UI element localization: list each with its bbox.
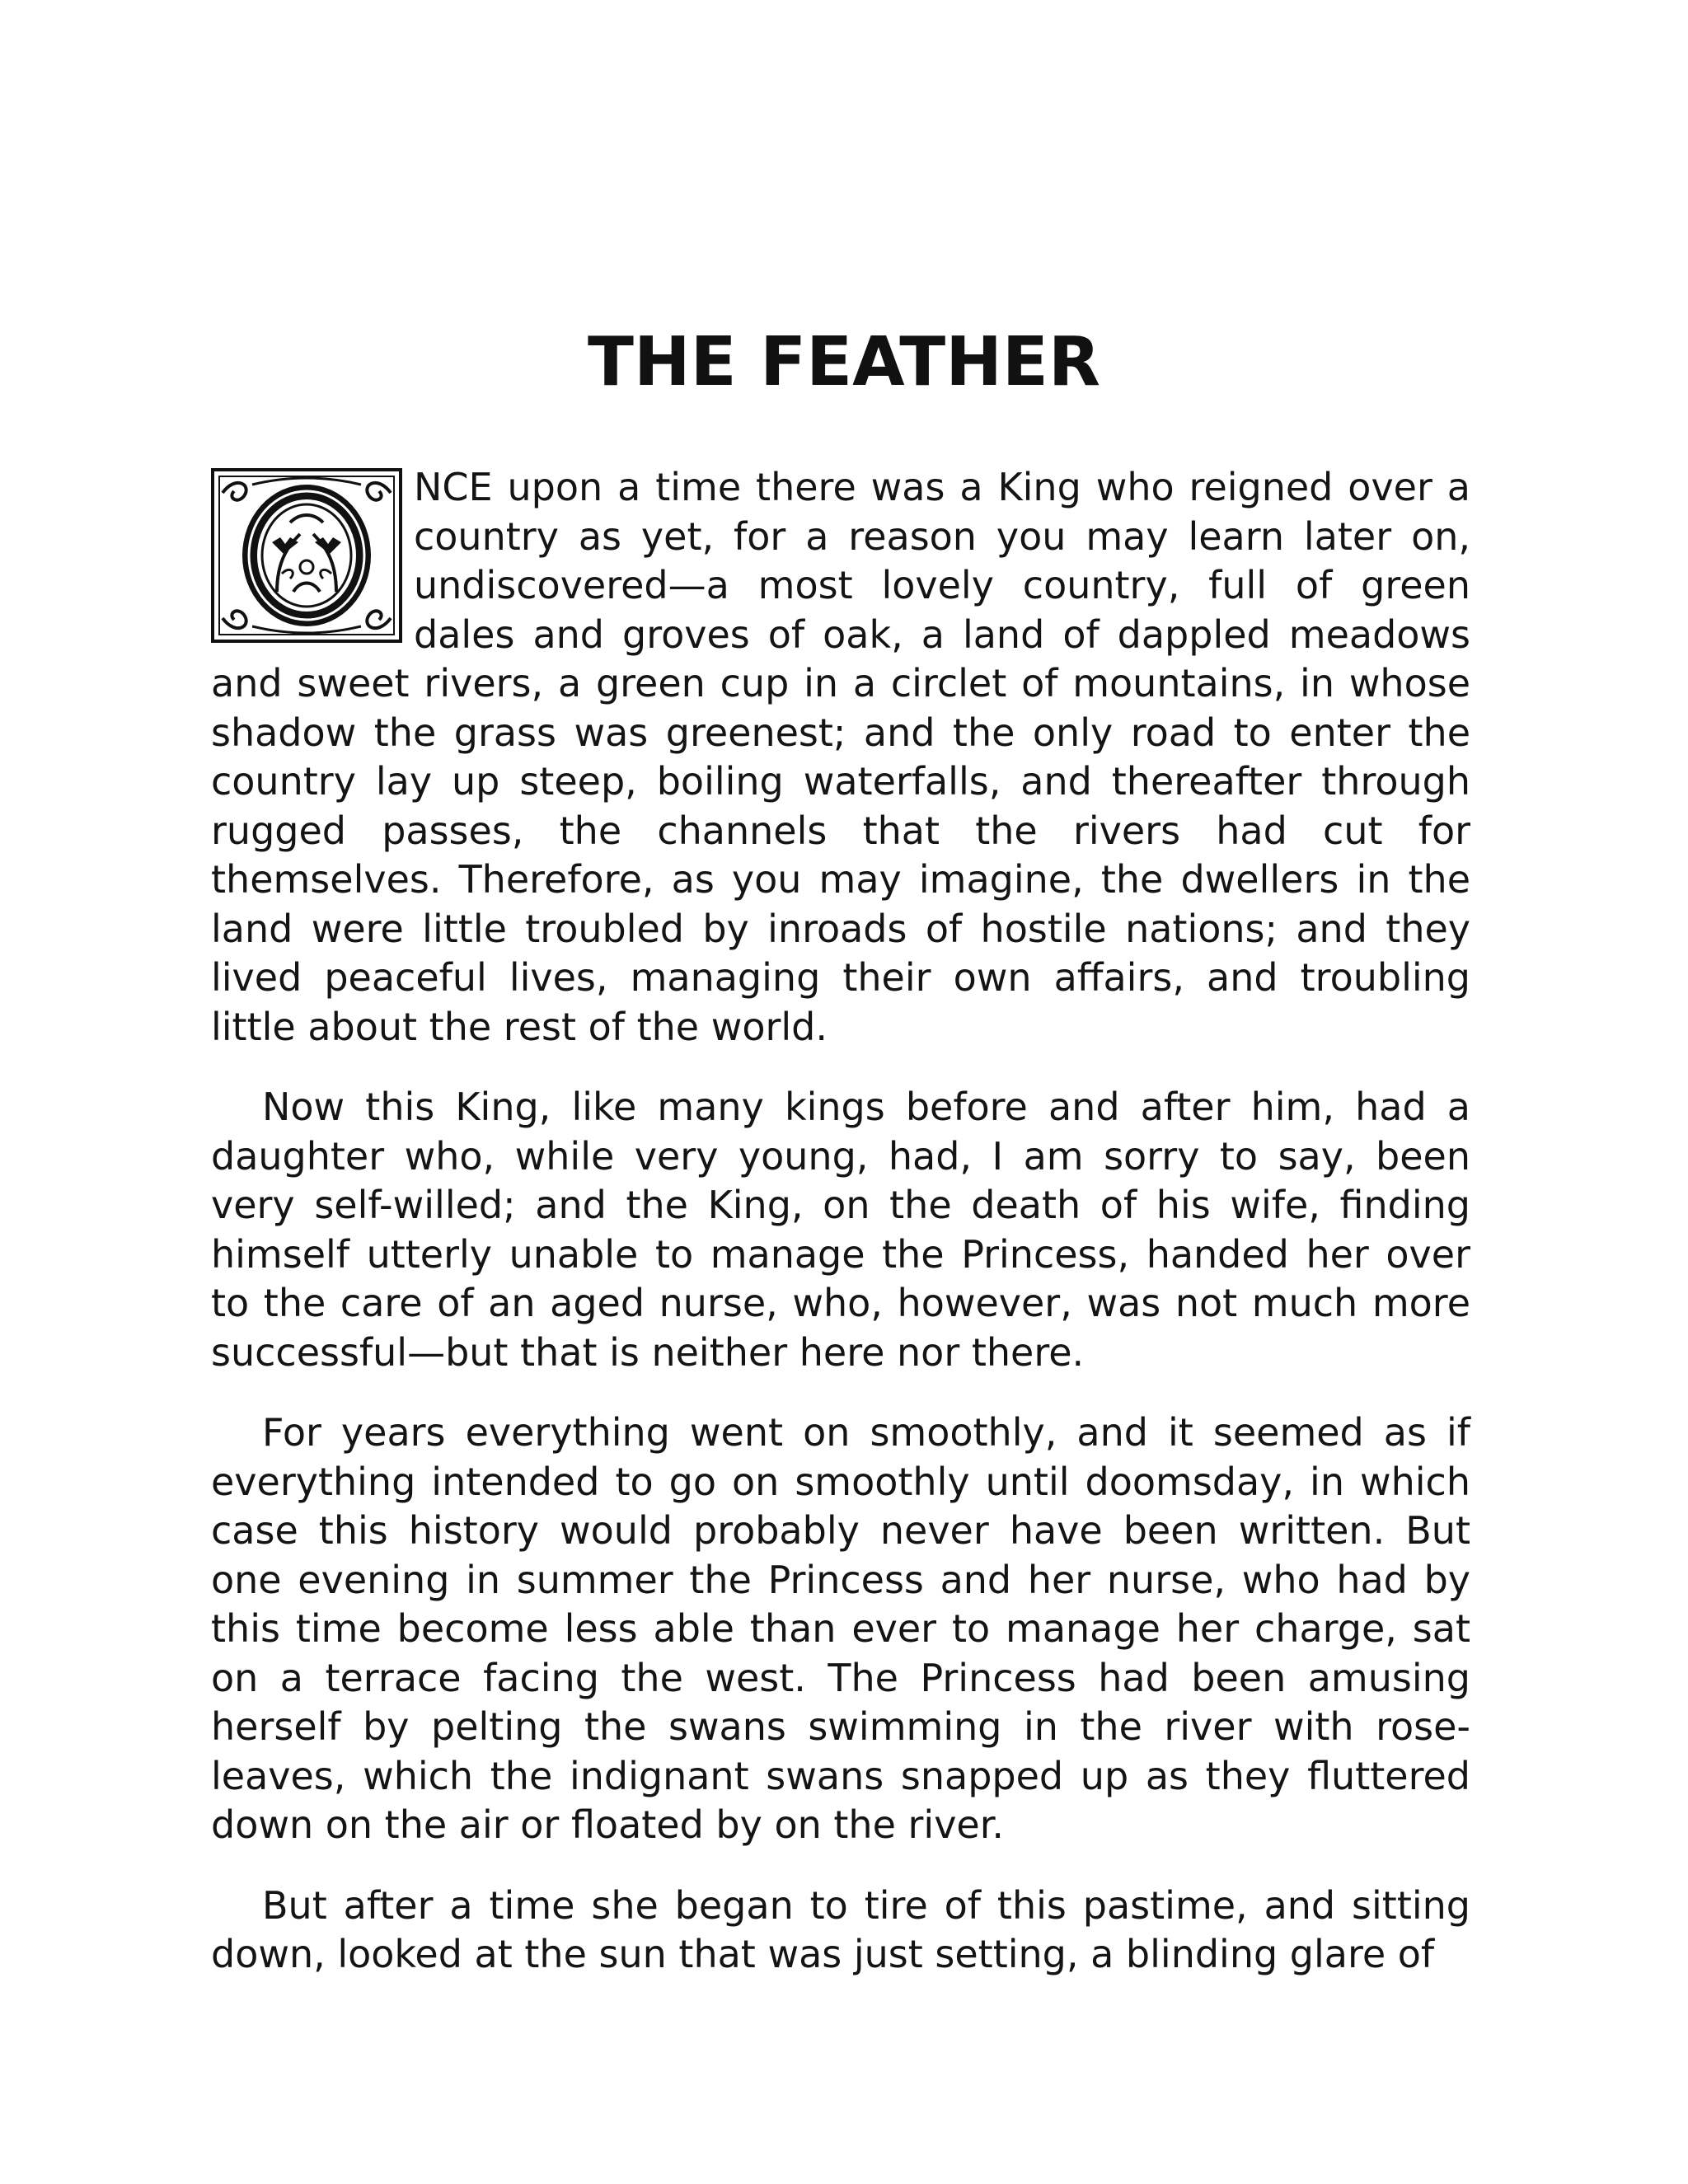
- paragraph-4: But after a time she began to tire of this pastime, and sitting down, looked at the sun that was just setting, a blinding glare of: [211, 1882, 1470, 1976]
- paragraph-2: Now this King, like many kings before and after him, had a daughter who, while very young, had, I am sorry to say, been very self-willed; and the King, on the death of his wife, finding himself utterly unable to manage the Princess, handed her over to the care of an aged nurse, who, however, was not much more successful—but that is neither here nor there.: [211, 1085, 1470, 1375]
- chapter-title: THE FEATHER: [588, 323, 1100, 401]
- story-text: [211, 463, 1470, 2011]
- paragraph-3: For years everything went on smoothly, and it seemed as if everything intended to go on smoothly until doomsday, in which case this history would probably never have been written. But one evening in summer the Princess and her nurse, who had by this time become less able than ever to manage her charge, sat on a terrace facing the west. The Princess had been amusing herself by pelting the swans swimming in the river with rose-leaves, which the indignant swans snapped up as they fluttered down on the air or floated by on the river.: [211, 1410, 1470, 1847]
- paragraph-1-text: NCE upon a time there was a King who reigned over a country as yet, for a reason you may learn later on, undiscovered—a most lovely country, full of green dales and groves of oak, a land of dappled meadows and sweet rivers, a green cup in a circlet of mountains, in whose shadow the grass was greenest; and the only road to enter the country lay up steep, boiling waterfalls, and thereafter through rugged passes, the channels that the rivers had cut for themselves. Therefore, as you may imagine, the dwellers in the land were little troubled by inroads of hostile nations; and they lived peaceful lives, managing their own affairs, and troubling little about the rest of the world.: [211, 465, 1470, 1049]
- paragraph-1: [211, 463, 1470, 1052]
- decorated-initial-o: [211, 468, 402, 643]
